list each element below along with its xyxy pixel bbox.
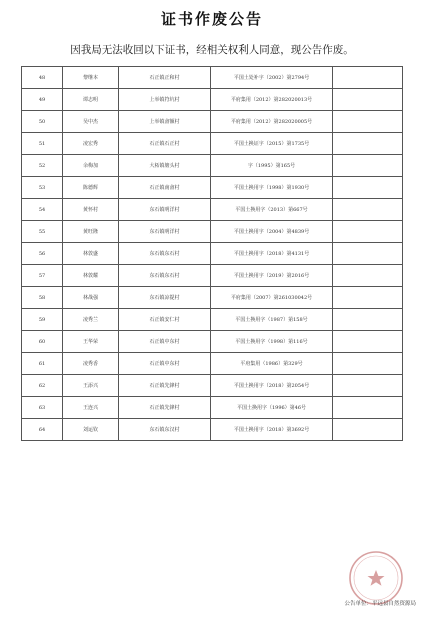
- row-village: 石正镇石正村: [119, 133, 211, 155]
- row-certificate: 平国土换用字（2013）第667号: [211, 199, 333, 221]
- row-name: 林敦耀: [63, 265, 119, 287]
- row-number: 53: [22, 177, 63, 199]
- row-village: 石正镇中东村: [119, 331, 211, 353]
- row-village: 东石镇东石村: [119, 265, 211, 287]
- row-village: 东石镇明洋村: [119, 221, 211, 243]
- table-row: [22, 375, 403, 397]
- table-row: [22, 155, 403, 177]
- table-row: [22, 265, 403, 287]
- row-name: 林敦盛: [63, 243, 119, 265]
- row-name: 凌宏秀: [63, 133, 119, 155]
- table-row: [22, 89, 403, 111]
- row-number: 48: [22, 67, 63, 89]
- row-name: 余梅加: [63, 155, 119, 177]
- row-village: 石正镇中东村: [119, 353, 211, 375]
- row-certificate: 字（1995）第165号: [211, 155, 333, 177]
- row-number: 54: [22, 199, 63, 221]
- row-certificate: 平府集用（2012）第282020013号: [211, 89, 333, 111]
- row-name: 陈德辉: [63, 177, 119, 199]
- row-village: 大柘镇塘头村: [119, 155, 211, 177]
- row-name: 刘运钦: [63, 419, 119, 441]
- row-name: 王连兴: [63, 397, 119, 419]
- row-certificate: 平国土处补字（2002）第2794号: [211, 67, 333, 89]
- row-number: 57: [22, 265, 63, 287]
- row-name: 凌秀兰: [63, 309, 119, 331]
- row-village: 上举镇符坑村: [119, 89, 211, 111]
- row-name: 王添兴: [63, 375, 119, 397]
- row-certificate: 平国土换用字（1998）第116号: [211, 331, 333, 353]
- row-number: 56: [22, 243, 63, 265]
- row-number: 64: [22, 419, 63, 441]
- row-certificate: 平国土换用字（1987）第158号: [211, 309, 333, 331]
- row-name: 黄怀村: [63, 199, 119, 221]
- row-blank-cell: [333, 133, 403, 155]
- certificate-table: [21, 66, 403, 441]
- row-number: 62: [22, 375, 63, 397]
- row-number: 58: [22, 287, 63, 309]
- row-certificate: 平国土换用字（2018）第4131号: [211, 243, 333, 265]
- table-row: [22, 309, 403, 331]
- row-certificate: 平国土换证字（2015）第1735号: [211, 133, 333, 155]
- row-blank-cell: [333, 265, 403, 287]
- row-certificate: 平国土换用字（1998）第1930号: [211, 177, 333, 199]
- row-number: 49: [22, 89, 63, 111]
- row-name: 黎继本: [63, 67, 119, 89]
- row-blank-cell: [333, 67, 403, 89]
- row-blank-cell: [333, 111, 403, 133]
- table-row: [22, 331, 403, 353]
- table-row: [22, 353, 403, 375]
- row-blank-cell: [333, 243, 403, 265]
- row-village: 石正镇正和村: [119, 67, 211, 89]
- row-blank-cell: [333, 375, 403, 397]
- row-village: 石正镇先锋村: [119, 375, 211, 397]
- row-village: 石正镇南畲村: [119, 177, 211, 199]
- table-row: [22, 111, 403, 133]
- row-blank-cell: [333, 177, 403, 199]
- row-certificate: 平国土换用字（1996）第46号: [211, 397, 333, 419]
- table-row: [22, 397, 403, 419]
- row-name: 凌秀香: [63, 353, 119, 375]
- official-seal-icon: [348, 550, 404, 606]
- table-row: [22, 177, 403, 199]
- row-name: 谭志明: [63, 89, 119, 111]
- row-number: 51: [22, 133, 63, 155]
- row-village: 上举镇畲额村: [119, 111, 211, 133]
- row-village: 东石镇明洋村: [119, 199, 211, 221]
- row-village: 石正镇安仁村: [119, 309, 211, 331]
- row-number: 55: [22, 221, 63, 243]
- row-number: 59: [22, 309, 63, 331]
- row-blank-cell: [333, 287, 403, 309]
- announcement-intro: 因我局无法收回以下证书，经相关权利人同意，现公告作废。: [70, 44, 354, 56]
- page-title: 证书作废公告: [160, 10, 263, 28]
- row-blank-cell: [333, 353, 403, 375]
- row-certificate: 平府集用（2012）第282020005号: [211, 111, 333, 133]
- row-blank-cell: [333, 309, 403, 331]
- row-blank-cell: [333, 221, 403, 243]
- row-village: 东石镇东石村: [119, 243, 211, 265]
- row-blank-cell: [333, 89, 403, 111]
- row-blank-cell: [333, 397, 403, 419]
- row-name: 王华荣: [63, 331, 119, 353]
- row-name: 黄旺隆: [63, 221, 119, 243]
- row-certificate: 平国土换用字（2004）第4839号: [211, 221, 333, 243]
- row-number: 60: [22, 331, 63, 353]
- row-number: 61: [22, 353, 63, 375]
- row-blank-cell: [333, 331, 403, 353]
- row-certificate: 平府集用（1986）第329号: [211, 353, 333, 375]
- row-certificate: 平国土换用字（2018）第2054号: [211, 375, 333, 397]
- row-certificate: 平国土换用字（2019）第2016号: [211, 265, 333, 287]
- row-village: 东石镇凉提村: [119, 287, 211, 309]
- row-name: 林战强: [63, 287, 119, 309]
- table-row: [22, 287, 403, 309]
- row-certificate: 平府集用（2007）第261030042号: [211, 287, 333, 309]
- table-row: [22, 67, 403, 89]
- table-row: [22, 199, 403, 221]
- row-blank-cell: [333, 199, 403, 221]
- row-name: 吴中杰: [63, 111, 119, 133]
- row-blank-cell: [333, 419, 403, 441]
- row-certificate: 平国土换用字（2018）第3692号: [211, 419, 333, 441]
- table-row: [22, 221, 403, 243]
- row-number: 52: [22, 155, 63, 177]
- row-village: 东石镇东汉村: [119, 419, 211, 441]
- row-number: 63: [22, 397, 63, 419]
- table-row: [22, 133, 403, 155]
- table-row: [22, 243, 403, 265]
- table-row: [22, 419, 403, 441]
- footer-issuer: 公告单位：平远县自然资源局: [344, 601, 416, 607]
- row-village: 石正镇先锋村: [119, 397, 211, 419]
- row-blank-cell: [333, 155, 403, 177]
- row-number: 50: [22, 111, 63, 133]
